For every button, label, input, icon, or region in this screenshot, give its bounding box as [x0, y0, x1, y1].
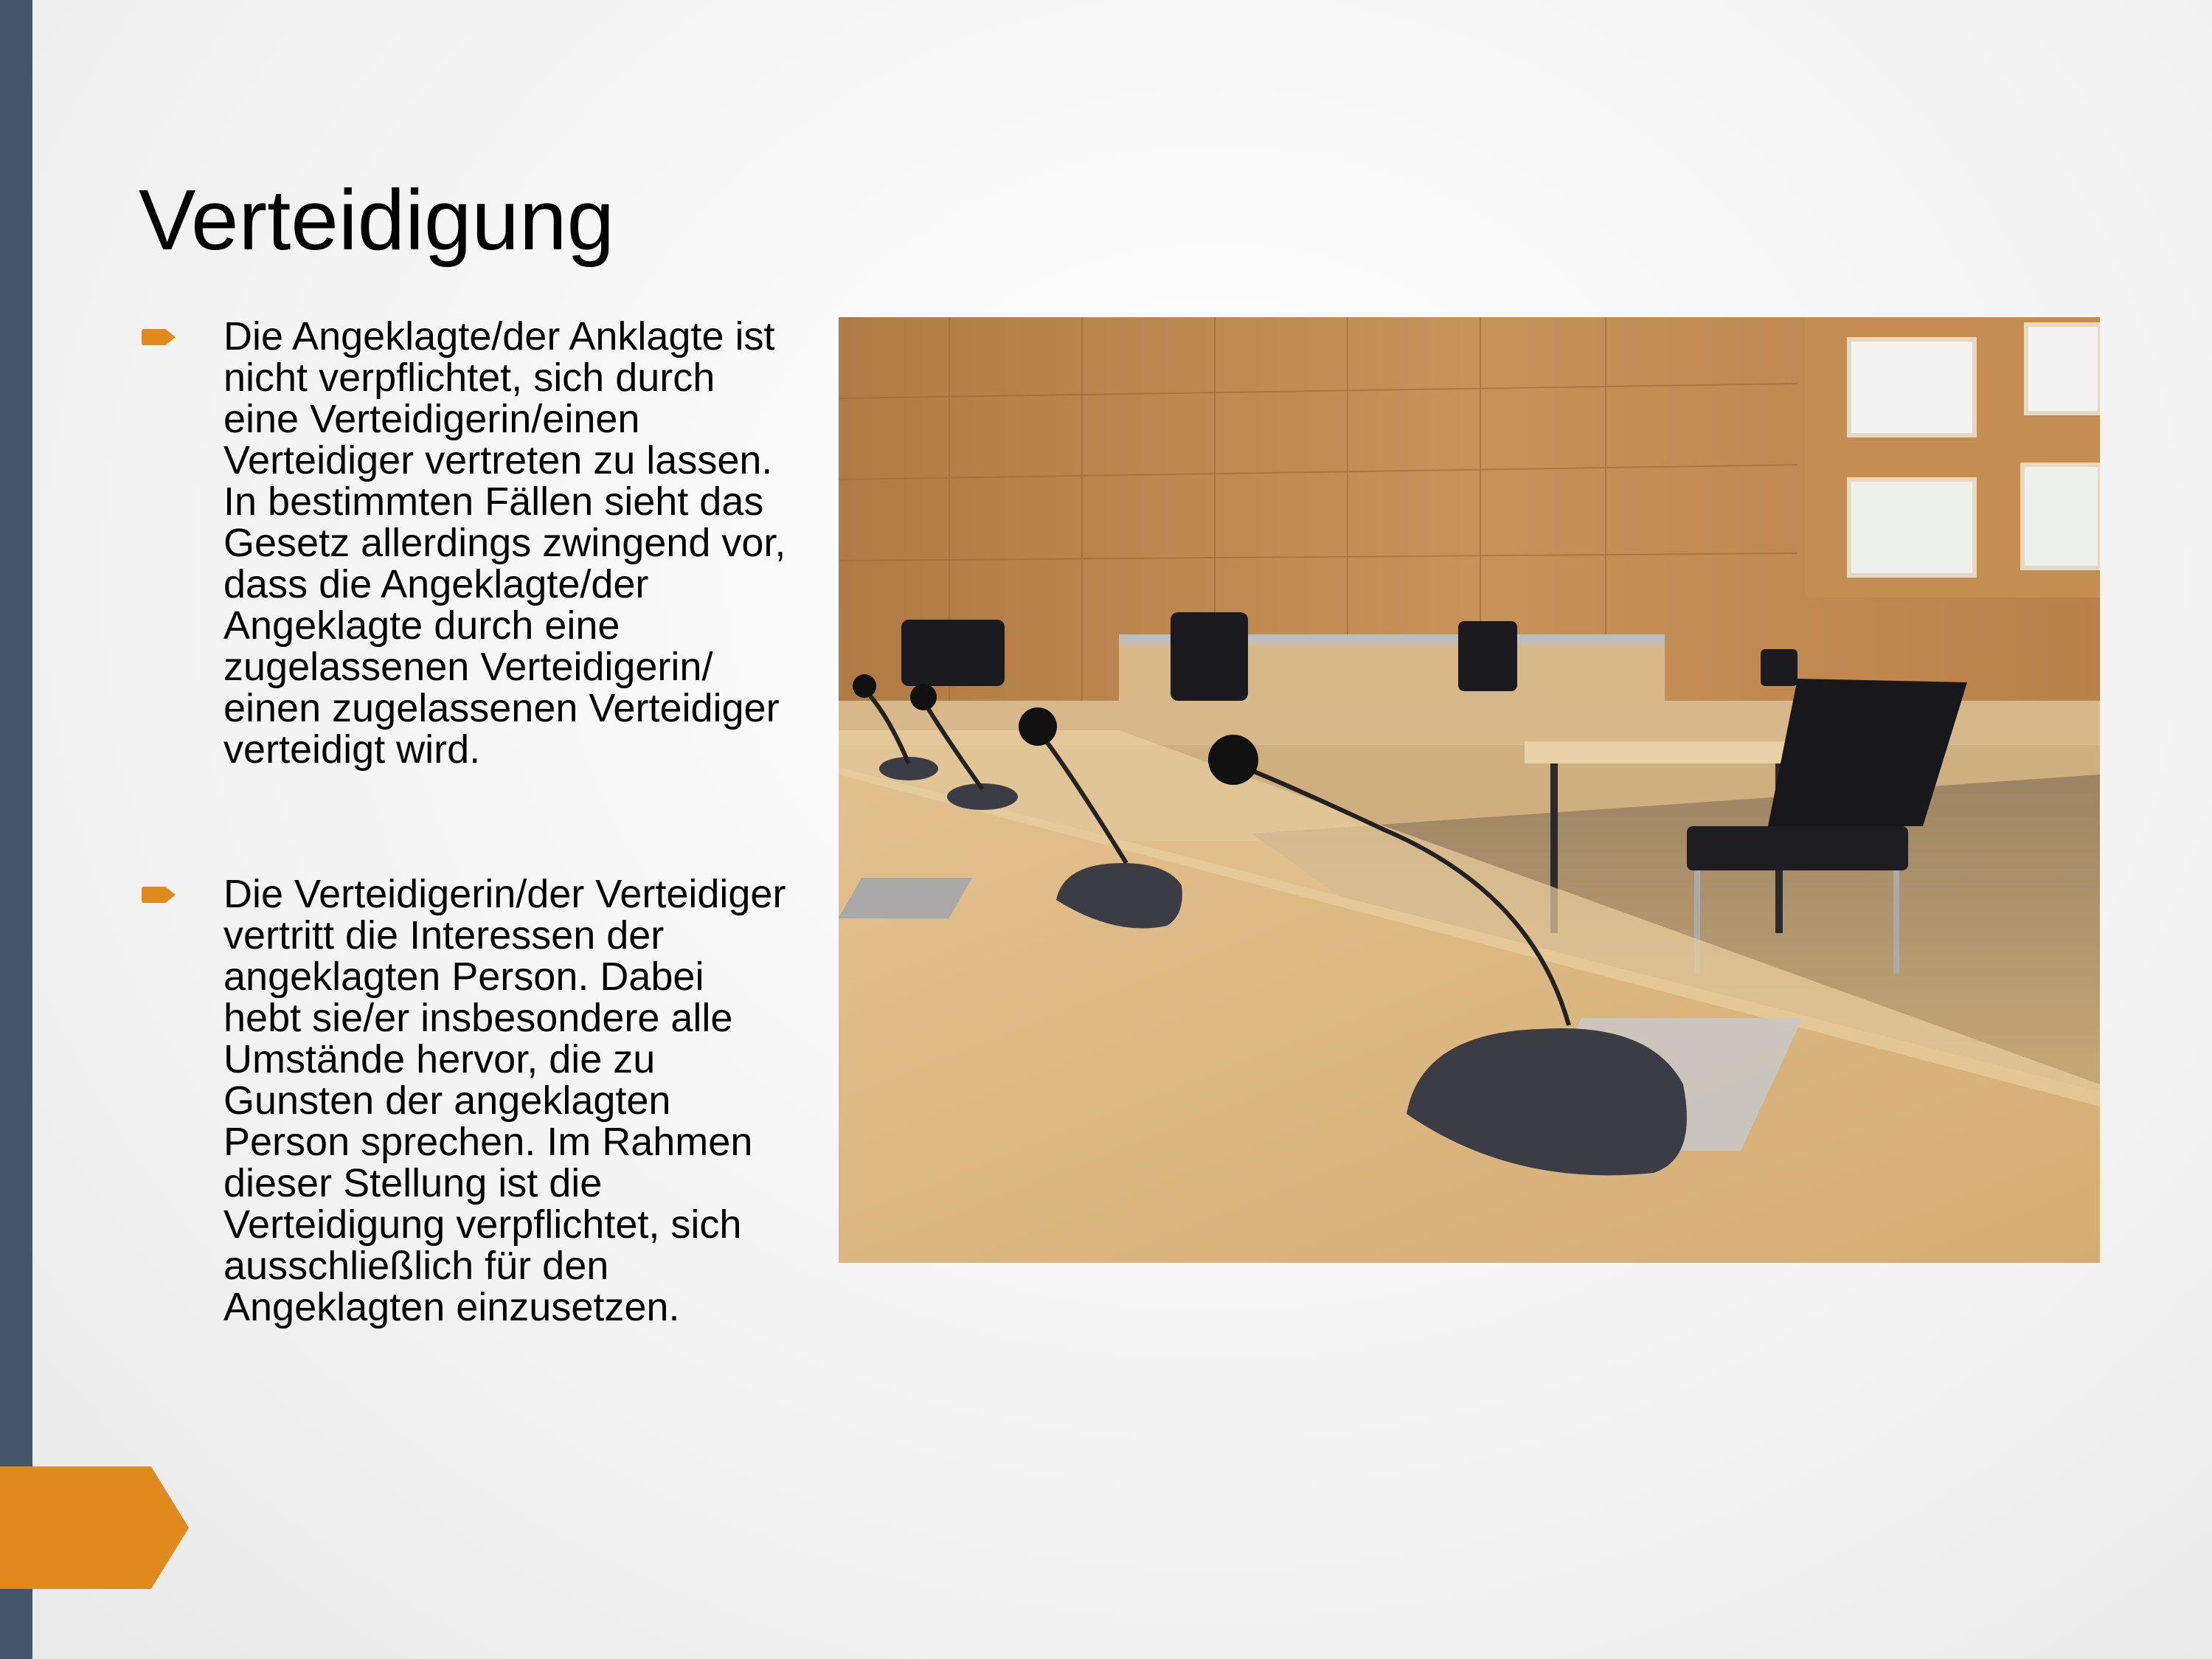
courtroom-illustration: [839, 317, 2100, 1263]
arrow-bullet-icon: [142, 329, 176, 345]
bullet-item: [139, 873, 788, 1328]
bullet-text: Die Angeklagte/der Anklagte ist nicht verpflichtet, sich durch eine Verteidigerin/einen Verteidiger vertreten zu lassen. In bestimmten Fällen sieht das Gesetz allerdings zwingend vor, dass die Angeklagte/der Angeklagte durch eine zugelassenen Verteidigerin/ einen zugelassenen Verteidiger verteidigt wird.: [223, 314, 786, 772]
chevron-arrow-icon: [0, 1466, 189, 1589]
slide-title: Verteidigung: [139, 172, 614, 268]
bullet-item: [139, 316, 788, 770]
arrow-bullet-icon: [142, 887, 176, 903]
courtroom-photo: [839, 317, 2100, 1263]
bullet-text: Die Verteidigerin/der Verteidiger vertritt die Interessen der angeklagten Person. Dabei hebt sie/er insbesondere alle Umstände hervor, die zu Gunsten der angeklagten Person sprechen. Im Rahmen dieser Stellung ist die Verteidigung verpflichtet, sich ausschließlich für den Angeklagten einzusetzen.: [223, 872, 786, 1329]
sidebar-stripe: [0, 0, 32, 1659]
bullet-list: [139, 316, 788, 1328]
